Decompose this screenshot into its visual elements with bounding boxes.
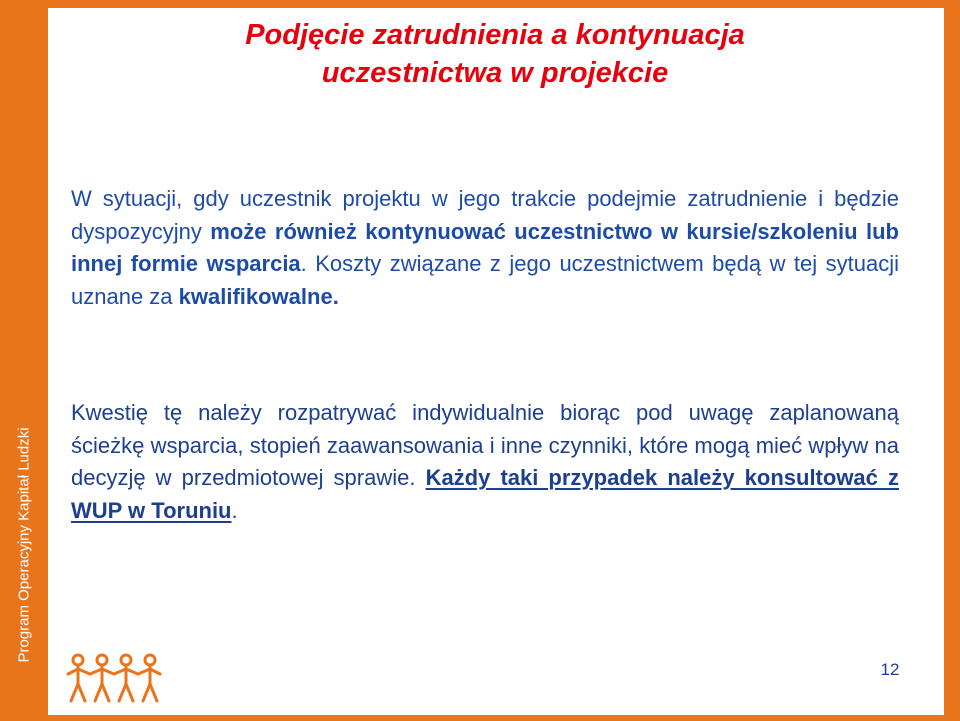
para2-text-1: Kwestię tę należy rozpatrywać indywidualnie biorąc pod uwagę zaplanowaną ścieżkę wsparcia, stopień zaawansowania i inne czynniki, które mogą mieć wpływ na decyzję w przedmiotowej sprawie. bbox=[71, 400, 899, 490]
para2-text-2: . bbox=[231, 497, 238, 523]
people-holding-hands-logo-icon bbox=[66, 652, 162, 706]
para1-bold-1: może również kontynuować uczestnictwo w kursie/szkoleniu lub innej formie wsparcia bbox=[71, 218, 899, 276]
para1-text-2: . Koszty związane z jego uczestnictwem będą w tej sytuacji uznane za bbox=[71, 251, 899, 309]
slide-title bbox=[160, 16, 830, 92]
right-border bbox=[944, 0, 960, 721]
bottom-border bbox=[48, 715, 944, 721]
page-number: 12 bbox=[880, 660, 900, 679]
top-border bbox=[48, 0, 944, 8]
left-sidebar-bar bbox=[0, 0, 48, 721]
para2-bold-underlined: Każdy taki przypadek należy konsultować z WUP w Toruniu bbox=[71, 465, 899, 523]
title-line-1: Podjęcie zatrudnienia a kontynuacja bbox=[245, 19, 745, 51]
program-name-vertical: Program Operacyjny Kapitał Ludzki bbox=[15, 427, 33, 663]
paragraph-employment bbox=[71, 183, 899, 313]
para1-text-1: W sytuacji, gdy uczestnik projektu w jego trakcie podejmie zatrudnienie i będzie dyspozycyjny bbox=[71, 186, 899, 244]
title-line-2: uczestnictwa w projekcie bbox=[321, 57, 669, 89]
paragraph-consultation bbox=[71, 397, 899, 527]
para1-bold-2: kwalifikowalne. bbox=[178, 283, 339, 309]
